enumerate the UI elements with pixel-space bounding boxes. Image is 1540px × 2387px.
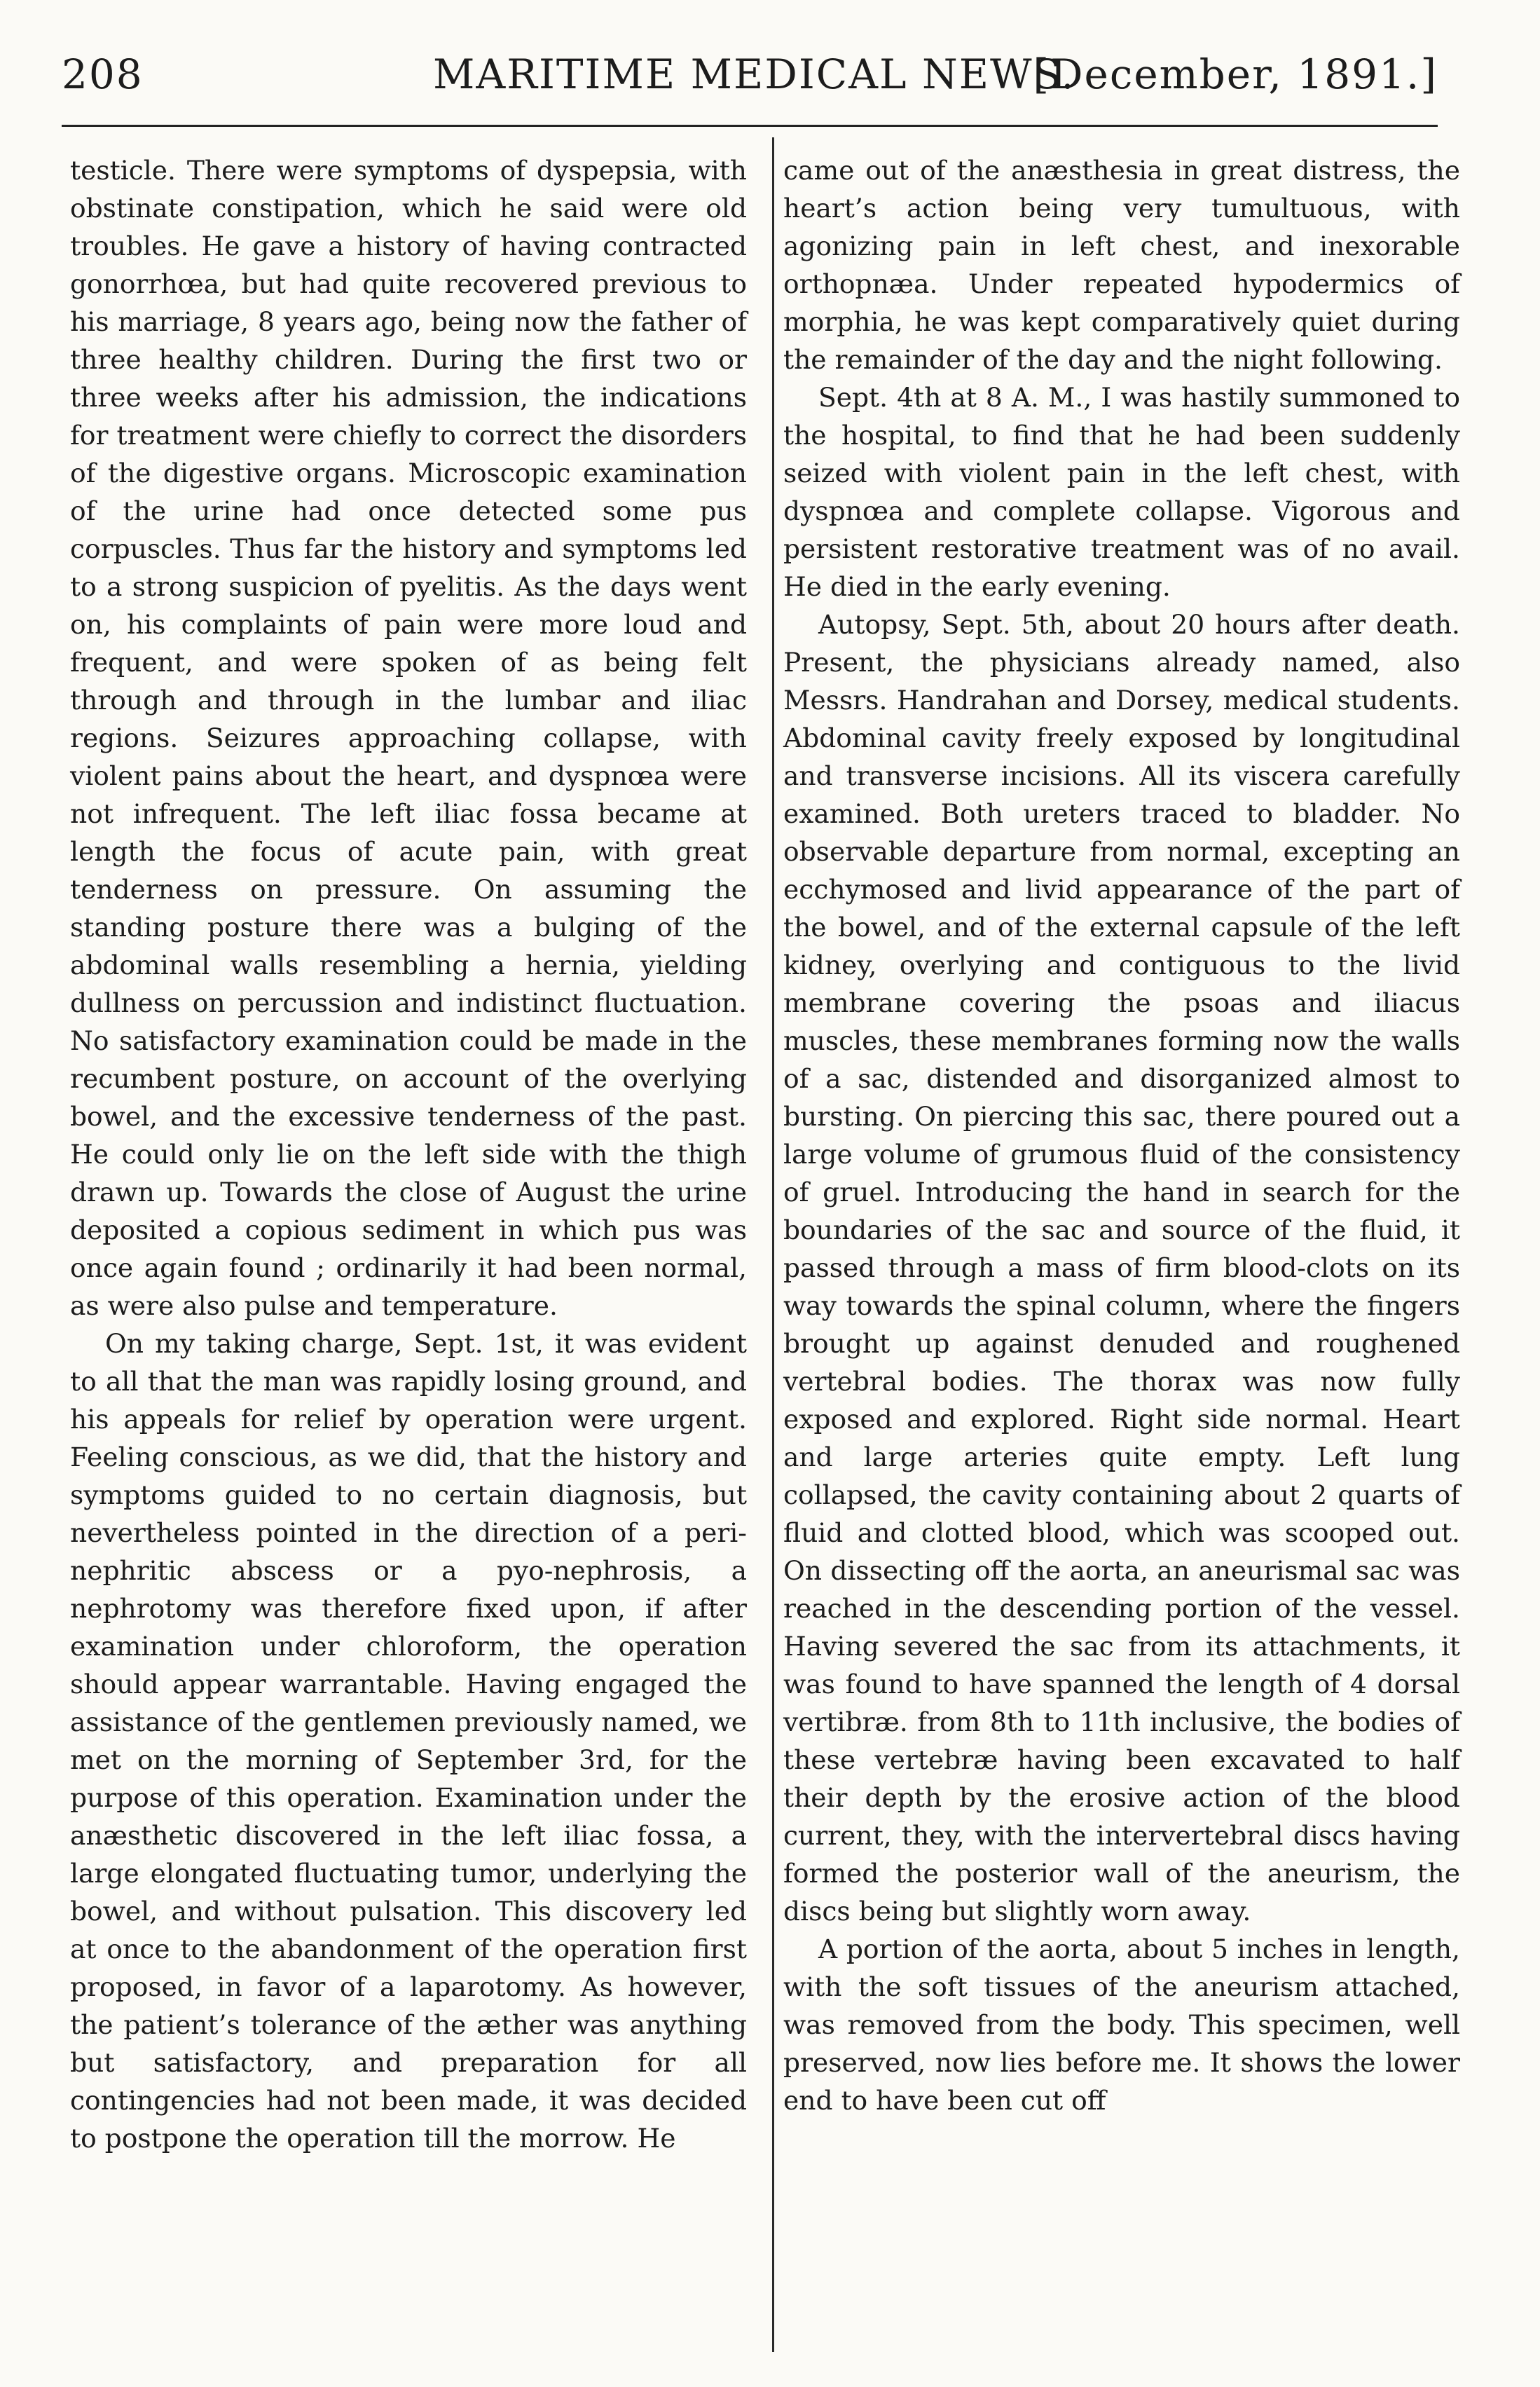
column-divider bbox=[772, 137, 774, 2352]
paragraph-continued: testicle. There were symptoms of dyspepsia, with obstinate constipation, which he said were old troubles. He gave a history of having contracted gonorrhœa, but had quite recovered previous to his marriage, 8 years ago, being now the father of three healthy children. During the first two or three weeks after his admission, the indications for treatment were chiefly to correct the disorders of the digestive organs. Microscopic examination of the urine had once detected some pus corpuscles. Thus far the history and symptoms led to a strong suspicion of pyelitis. As the days went on, his complaints of pain were more loud and frequent, and were spoken of as being felt through and through in the lumbar and iliac regions. Seizures approaching collapse, with violent pains about the heart, and dyspnœa were not infrequent. The left iliac fossa became at length the focus of acute pain, with great tenderness on pressure. On assuming the standing posture there was a bulging of the abdominal walls resembling a hernia, yielding dullness on percussion and indistinct fluctuation. No satisfactory examination could be made in the recumbent posture, on account of the overlying bowel, and the excessive tenderness of the past. He could only lie on the left side with the thigh drawn up. Towards the close of August the urine deposited a copious sediment in which pus was once again found ; ordinarily it had been normal, as were also pulse and temperature. bbox=[70, 155, 747, 1321]
paragraph: A portion of the aorta, about 5 inches in length, with the soft tissues of the aneurism attached, was removed from the body. This specimen, well preserved, now lies before me. It shows the lower end to have been cut off bbox=[783, 1934, 1460, 2116]
header-rule bbox=[62, 125, 1438, 127]
left-column bbox=[70, 151, 747, 2157]
issue-date: [December, 1891.] bbox=[1033, 50, 1438, 98]
right-column bbox=[783, 151, 1460, 2119]
page-number: 208 bbox=[62, 50, 144, 98]
running-header bbox=[62, 50, 1438, 114]
paragraph-continued: came out of the anæsthesia in great distress, the heart’s action being very tumultuous, with agonizing pain in left chest, and inexorable orthopnæa. Under repeated hypodermics of morphia, he was kept comparatively quiet during the remainder of the day and the night following. bbox=[783, 155, 1460, 375]
paragraph: Autopsy, Sept. 5th, about 20 hours after death. Present, the physicians already named, also Messrs. Handrahan and Dorsey, medical students. Abdominal cavity freely exposed by longitudinal and transverse incisions. All its viscera carefully examined. Both ureters traced to bladder. No observable departure from normal, excepting an ecchymosed and livid appearance of the part of the bowel, and of the external capsule of the left kidney, overlying and contiguous to the livid membrane covering the psoas and iliacus muscles, these membranes forming now the walls of a sac, distended and disorganized almost to bursting. On piercing this sac, there poured out a large volume of grumous fluid of the consistency of gruel. Introducing the hand in search for the boundaries of the sac and source of the fluid, it passed through a mass of firm blood-clots on its way towards the spinal column, where the fingers brought up against denuded and roughened vertebral bodies. The thorax was now fully exposed and explored. Right side normal. Heart and large arteries quite empty. Left lung collapsed, the cavity containing about 2 quarts of fluid and clotted blood, which was scooped out. On dissecting off the aorta, an aneurismal sac was reached in the descending portion of the vessel. Having severed the sac from its attachments, it was found to have spanned the length of 4 dorsal vertibræ. from 8th to 11th inclusive, the bodies of these vertebræ having been excavated to half their depth by the erosive action of the blood current, they, with the intervertebral discs having formed the posterior wall of the aneurism, the discs being but slightly worn away. bbox=[783, 609, 1460, 1927]
journal-title: MARITIME MEDICAL NEWS. bbox=[433, 50, 1075, 98]
paragraph: Sept. 4th at 8 A. M., I was hastily summoned to the hospital, to find that he had been suddenly seized with violent pain in the left chest, with dyspnœa and complete collapse. Vigorous and persistent restorative treatment was of no avail. He died in the early evening. bbox=[783, 382, 1460, 602]
paragraph: On my taking charge, Sept. 1st, it was evident to all that the man was rapidly losing ground, and his appeals for relief by operation were urgent. Feeling conscious, as we did, that the history and symptoms guided to no certain diagnosis, but nevertheless pointed in the direction of a peri-nephritic abscess or a pyo-nephrosis, a nephrotomy was therefore fixed upon, if after examination under chloroform, the operation should appear warrantable. Having engaged the assistance of the gentlemen previously named, we met on the morning of September 3rd, for the purpose of this operation. Examination under the anæsthetic discovered in the left iliac fossa, a large elongated fluctuating tumor, underlying the bowel, and without pulsation. This discovery led at once to the abandonment of the operation first proposed, in favor of a laparotomy. As however, the patient’s tolerance of the æther was anything but satisfactory, and preparation for all contingencies had not been made, it was decided to postpone the operation till the morrow. He bbox=[70, 1328, 747, 2154]
